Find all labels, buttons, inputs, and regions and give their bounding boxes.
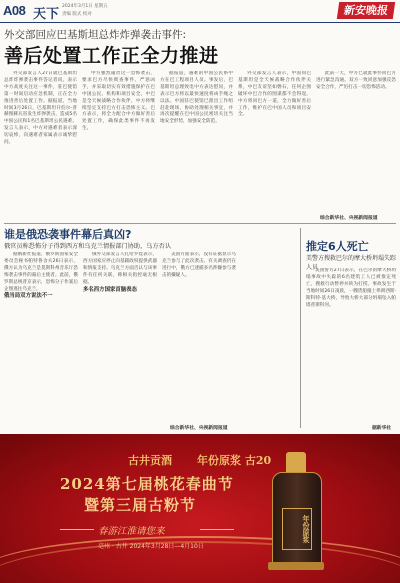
page-header <box>0 0 400 23</box>
sub-story-2-text: 美国警方27日表示，在巴尔的摩大桥坍塌事故中失踪的6名建筑工人已被推定死亡，搜救行动暂停并转为打捞。事故发生于当地时间26日凌晨，一艘货船撞上弗朗西斯·斯科特·基大桥，导致大桥大部分坍塌坠入帕塔普斯科河。 <box>306 268 396 308</box>
main-story-kicker: 外交部回应巴基斯坦总炸炸弹袭击事件: <box>4 29 187 41</box>
main-story-column-4 <box>238 71 311 221</box>
sub-story-1-column-3 <box>162 252 236 428</box>
sub-story-1-byline: 综合新华社、央视新闻报道 <box>170 426 228 431</box>
main-story-text-3: 据报道，遇难的中国公民系中方在巴工程项目人员。事发后，巴基斯坦总理致电中方表达慰问，并表示巴方将以最快速度将凶手绳之以法。中国驻巴使馆已派出工作组赶赴现场，协助处理相关事宜，并再次提醒在巴中国公民密切关注当地安全形势，加强安全防范。 <box>160 71 233 125</box>
main-story-column-3 <box>160 71 233 221</box>
bottle-neck <box>286 452 306 474</box>
page-number: A08 <box>3 3 26 18</box>
main-story-text-5: 此前一天，中方已就此事件同巴方进行紧急沟通。双方一致同意加强反恐安全合作，严厉打击一切恐怖活动。 <box>316 71 396 90</box>
sub-story-2-column <box>306 268 396 423</box>
bottle-base <box>268 562 324 570</box>
main-story-headline: 善后处置工作正全力推进 <box>4 45 219 67</box>
header-date: 2024年3月1日 星期五 <box>62 4 108 9</box>
main-story-text-1: 外交部发言人27日就巴基斯坦总炸炸弹袭击事件答记者问。表示中方高度关注这一事件，驻巴使馆第一时间启动应急机制，正在全力推进善后处置工作。据报道，当地时间3月26日，巴基斯坦开伯尔-普赫图赫瓦省发生炸弹袭击，造成5名中国公民和1名巴基斯坦公民遇难。发言人表示，中方对遇难者表示深切哀悼，向遇难者家属表示诚挚慰问。 <box>4 71 77 146</box>
liquor-bottle-image <box>268 452 324 570</box>
ad-event-info: 亳州 · 古井 2024年3月28日—4月10日 <box>98 543 204 550</box>
newspaper-logo: 新安晚报 <box>337 2 395 19</box>
main-story-byline: 综合新华社、央视新闻报道 <box>320 216 378 221</box>
section-name: 天下 <box>33 7 60 22</box>
sub-story-1-column-2 <box>83 252 157 428</box>
column-divider <box>300 228 301 428</box>
header-editors: 责编 版式 校对 <box>62 12 92 17</box>
sub-story-1-title: 谁是俄恐袭事件幕后真凶? <box>4 228 132 241</box>
sub-story-1-mini-head-2: 多名西方国家首脑表态 <box>83 286 137 293</box>
main-story-text-4: 外交部发言人表示，中国同巴基斯坦是全天候战略合作伙伴关系，中巴友谊坚如磐石，任何企图破坏中巴合作的图谋都不会得逞。中方将同巴方一道，全力做好善后工作，维护在巴中国人员和项目安全。 <box>238 71 311 118</box>
sub-story-2-byline: 据新华社 <box>372 426 392 431</box>
main-story-column-1 <box>4 71 77 221</box>
sub-story-1-mini-head-1: 俄当局双方说法不一 <box>4 293 53 300</box>
ad-brand-product: 年份原浆 古20 <box>197 454 272 467</box>
ad-rule-right <box>200 529 234 530</box>
bottle-label: 年份原浆 <box>282 508 312 550</box>
sub-story-1-text-2: 俄外交部发言人扎哈罗娃表示，西方国家应停止向基辅政权提供武器和情报支持。乌克兰方面否认与该事件有任何关联，称相关指控毫无根据。 <box>83 252 157 285</box>
sub-story-1-text-3: 美国方面表示，没有证据显示乌克兰参与了此次袭击。有关调查仍在进行中，俄方已逮捕多名涉嫌参与袭击的嫌疑人。 <box>162 252 236 278</box>
sub-story-1-deck: 俄官员称恐怖分子得到西方和乌克兰情报部门协助，乌方否认 <box>4 243 172 250</box>
main-story-column-5 <box>316 71 396 211</box>
ad-brand-name: 古井贡酒 <box>128 454 172 467</box>
ad-headline-2: 暨第三届古粉节 <box>84 496 197 514</box>
divider <box>4 223 396 224</box>
sub-story-2-title: 推定6人死亡 <box>306 240 369 253</box>
ad-rule-left <box>60 529 94 530</box>
main-story-column-2 <box>82 71 155 221</box>
ad-headline-1: 2024第七届桃花春曲节 <box>60 475 234 493</box>
sub-story-1-column-1 <box>4 252 78 428</box>
sub-story-2-deck: 美警方搜救巴尔的摩大桥坍塌失踪人员 <box>306 255 397 271</box>
sub-story-1-text-1: 据俄新社报道，俄罗斯国家安全委员会秘书帕特鲁舍夫26日表示，俄方认为乌克兰是莫斯科州音乐厅恐怖袭击事件的幕后主使者。此前，俄罗斯总统普京表示，恐怖分子作案后企图逃往乌克兰。 <box>4 252 78 292</box>
ad-slogan: 春游江淮请您来 <box>98 526 165 537</box>
main-story-text-2: 中方强烈谴责这一恐怖袭击，要求巴方尽快彻查事件、严惩凶手，并采取切实有效措施保护在巴中国公民、机构和项目安全。中巴是全天候战略合作伙伴，中方将继续坚定支持巴方打击恐怖主义。巴方表示，将全力配合中方做好善后处置工作，确保此类事件不再发生。 <box>82 71 155 132</box>
